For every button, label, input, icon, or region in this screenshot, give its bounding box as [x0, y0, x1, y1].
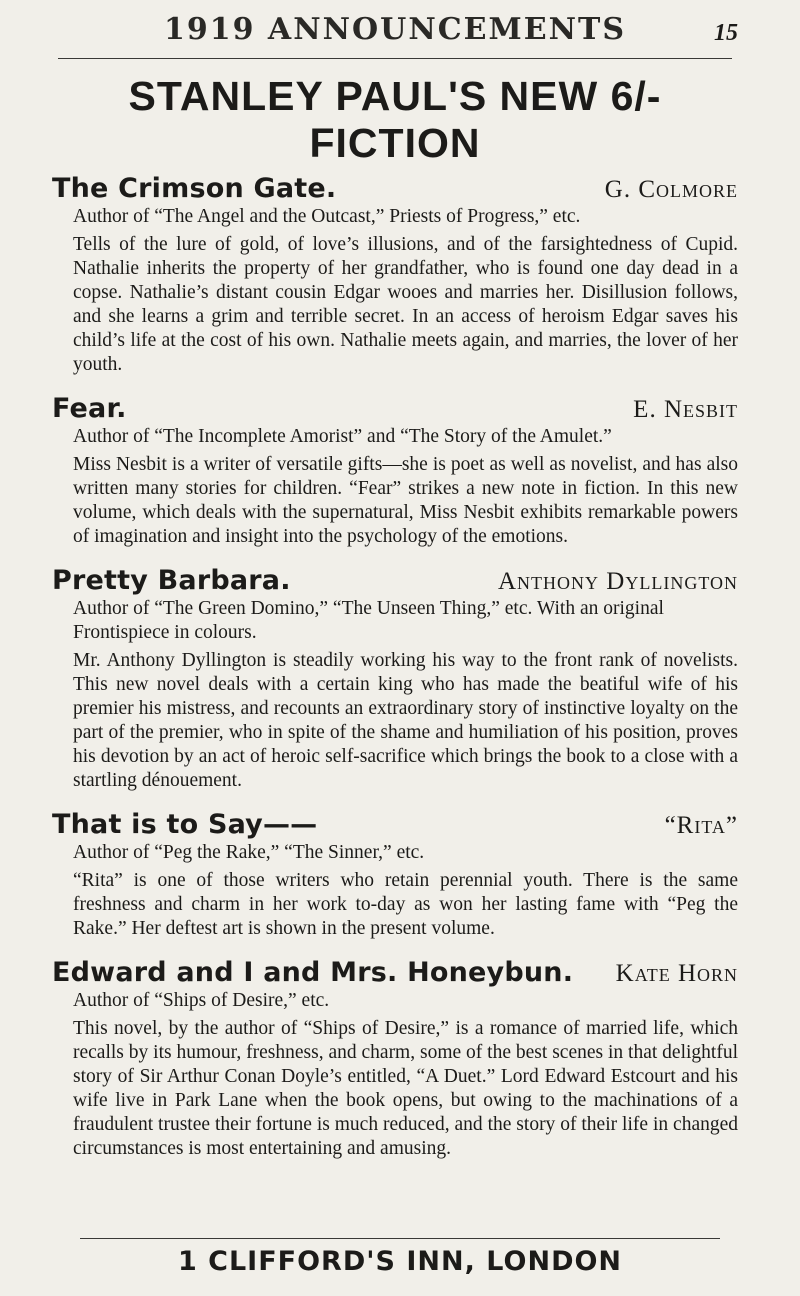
book-author: Anthony Dyllington	[498, 568, 738, 595]
book-description: This novel, by the author of “Ships of Desire,” is a romance of married life, which recalls by its humour, freshness, and charm, some of the best scenes in that delightful story of Sir Arthur Conan Doyle’s entitled, “A Duet.” Lord Edward Estcourt and his wife live in Park Lane when the book opens, but owing to the machinations of a fraudulent trustee their fortune is much reduced, and the story of their life in changed circumstances is most entertaining and amusing.	[73, 1018, 738, 1159]
author-credits: Author of “Ships of Desire,” etc.	[73, 990, 330, 1011]
entry-header	[52, 957, 738, 988]
entry-that-is-to-say	[52, 809, 738, 941]
author-credits: Author of “Peg the Rake,” “The Sinner,” etc.	[73, 842, 425, 863]
author-credits: Author of “The Green Domino,” “The Unseen Thing,” etc. With an original Frontispiece in colours.	[73, 598, 664, 643]
author-credits: Author of “The Incomplete Amorist” and “The Story of the Amulet.”	[73, 426, 612, 447]
entry-header	[52, 173, 738, 204]
page-title: STANLEY PAUL'S NEW 6/- FICTION	[128, 73, 662, 166]
book-author: E. Nesbit	[633, 396, 738, 423]
entry-crimson-gate	[52, 173, 738, 377]
book-author: Kate Horn	[615, 960, 738, 987]
footer-rule	[80, 1238, 720, 1239]
running-head-title: 1919 ANNOUNCEMENTS	[163, 12, 626, 47]
publisher-address: 1 CLIFFORD'S INN, LONDON	[177, 1246, 623, 1277]
entry-header	[52, 565, 738, 596]
book-author: “Rita”	[664, 812, 738, 839]
book-title: Edward and I and Mrs. Honeybun.	[52, 957, 574, 988]
book-title: That is to Say——	[52, 809, 318, 840]
page-number: 15	[714, 20, 738, 46]
entry-header	[52, 393, 738, 424]
entry-pretty-barbara	[52, 565, 738, 793]
header-rule	[58, 58, 732, 59]
entry-list	[52, 173, 738, 1161]
book-title: Pretty Barbara.	[52, 565, 291, 596]
book-title: Fear.	[52, 393, 127, 424]
entry-fear	[52, 393, 738, 549]
book-description: “Rita” is one of those writers who retain perennial youth. There is the same freshness and charm in her work to-day as won her lasting fame with “Peg the Rake.” Her deftest art is shown in the present volume.	[73, 870, 738, 939]
entry-edward-and-i	[52, 957, 738, 1161]
book-description: Miss Nesbit is a writer of versatile gifts—she is poet as well as novelist, and has also written many stories for children. “Fear” strikes a new note in fiction. In this new volume, which deals with the supernatural, Miss Nesbit exhibits remarkable powers of imagination and insight into the psychology of the emotions.	[73, 454, 738, 547]
entry-header	[52, 809, 738, 840]
book-author: G. Colmore	[604, 176, 738, 203]
author-credits: Author of “The Angel and the Outcast,” Priests of Progress,” etc.	[73, 206, 581, 227]
book-title: The Crimson Gate.	[52, 173, 337, 204]
book-description: Mr. Anthony Dyllington is steadily working his way to the front rank of novelists. This new novel deals with a certain king who has made the beatiful wife of his premier his mistress, and recounts an extraordinary story of instinctive loyalty on the part of the premier, who in spite of the shame and humiliation of his position, proves his devotion by an act of heroic self-sacrifice which brings the book to a close with a startling dénouement.	[73, 650, 738, 791]
book-description: Tells of the lure of gold, of love’s illusions, and of the farsightedness of Cupid. Nathalie inherits the property of her grandfather, who is found one day dead in a copse. Nathalie’s distant cousin Edgar wooes and marries her. Disillusion follows, and she learns a grim and terrible secret. In an access of heroism Edgar saves his child’s life at the cost of his own. Nathalie meets again, and marries, the lover of her youth.	[73, 234, 738, 375]
running-head	[52, 0, 738, 58]
